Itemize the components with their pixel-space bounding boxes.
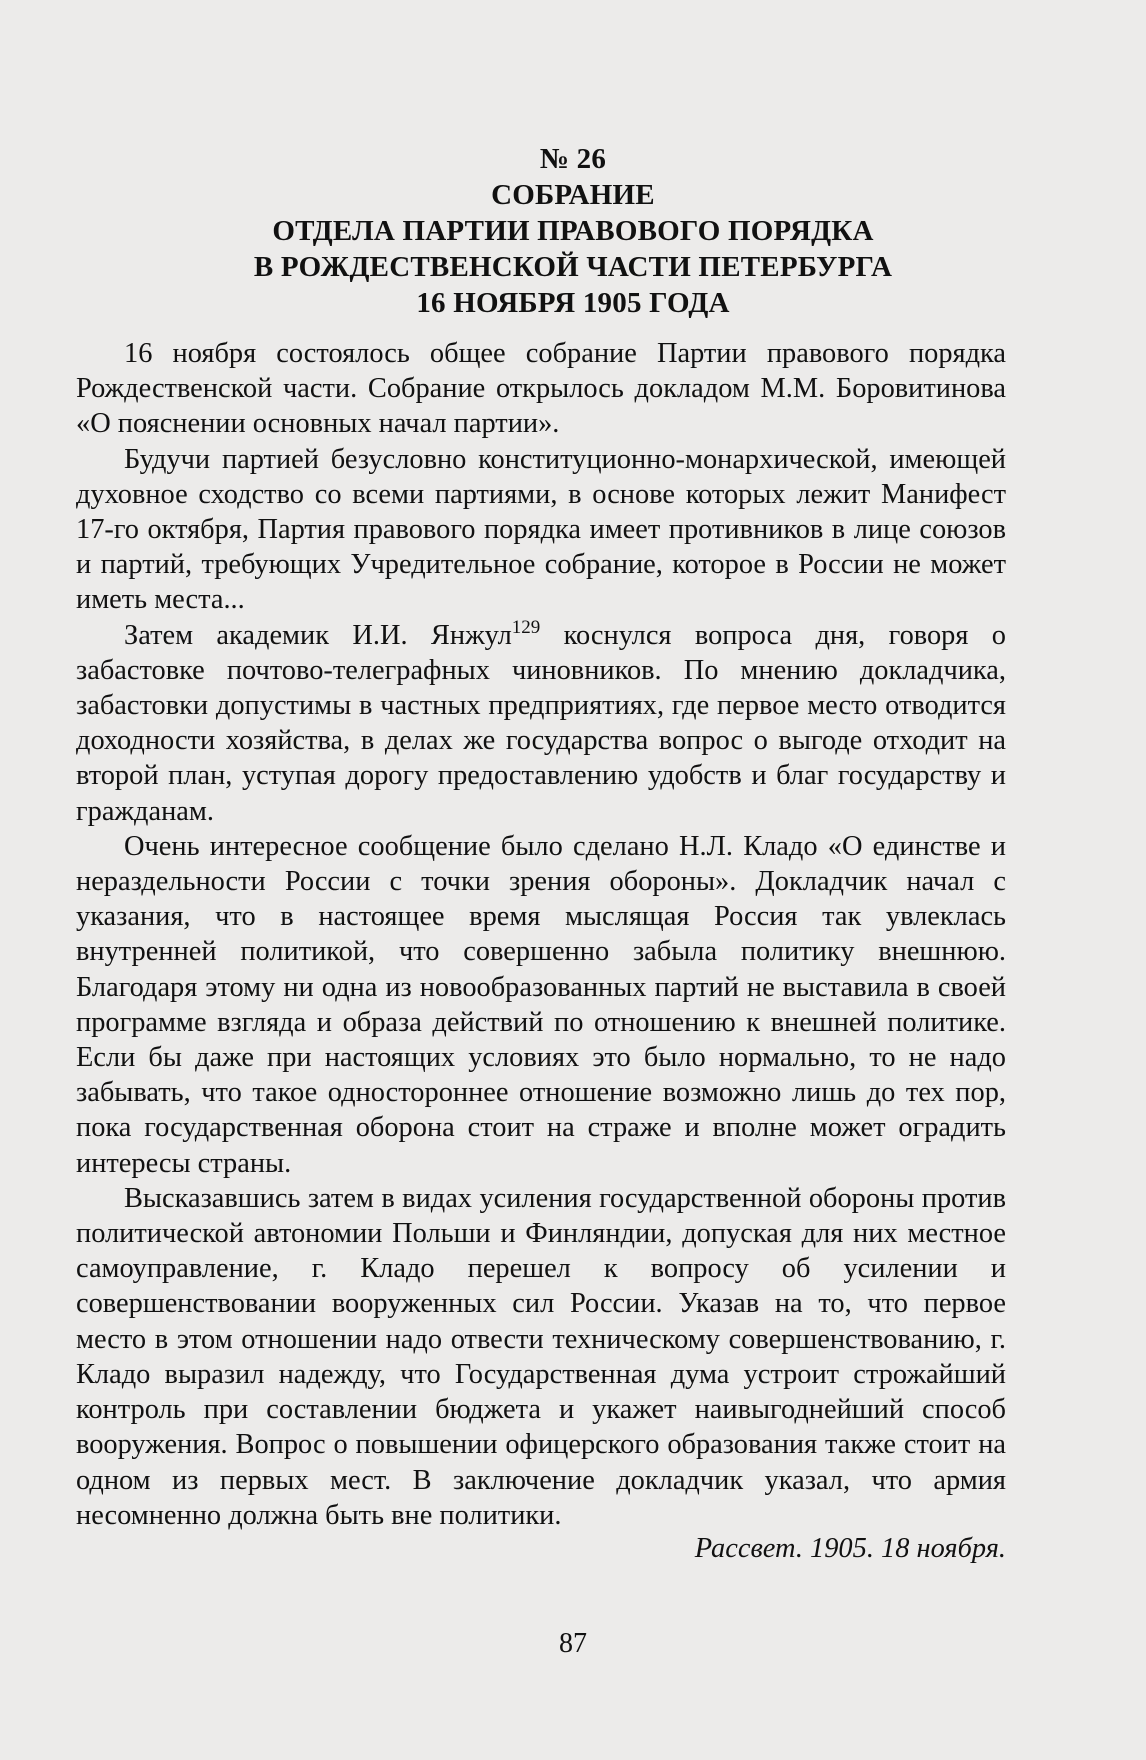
paragraph: 16 ноября состоялось общее собрание Партии правового порядка Рождественской части. Собрание открылось докладом М.М. Боровитинова «О пояснении основных начал партии». [76,338,1006,440]
footnote-marker: 129 [511,616,541,638]
document-body [76,336,1006,1533]
paragraph [76,618,1006,829]
paragraph-text: Затем академик И.И. Янжул [124,619,512,651]
title-line-4: 16 НОЯБРЯ 1905 ГОДА [416,287,730,319]
source-citation: Рассвет. 1905. 18 ноября. [694,1533,1006,1564]
page-number: 87 [559,1628,587,1659]
title-line-2: ОТДЕЛА ПАРТИИ ПРАВОВОГО ПОРЯДКА [272,215,874,247]
paragraph: Будучи партией безусловно конституционно-монархической, имеющей духовное сходство со всеми партиями, в основе которых лежит Манифест 17-го октября, Партия правового порядка имеет противников в лице союзов и партий, требующих Учредительное собрание, которое в России не может иметь места... [76,443,1006,616]
document-number: № 26 [539,143,607,175]
document-heading [0,141,1146,321]
title-line-1: СОБРАНИЕ [491,179,655,211]
paragraph-text: коснулся вопроса дня, говоря о забастовке почтово-телеграфных чиновников. По мнению докладчика, забастовки допустимы в частных предприятиях, где первое место отводится доходности хозяйства, в делах же государства вопрос о выгоде отходит на второй план, уступая дорогу предоставлению удобств и благ государству и гражданам. [76,619,1006,827]
title-line-3: В РОЖДЕСТВЕНСКОЙ ЧАСТИ ПЕТЕРБУРГА [253,251,893,283]
paragraph: Очень интересное сообщение было сделано Н.Л. Кладо «О единстве и нераздельности России с точки зрения обороны». Докладчик начал с указания, что в настоящее время мыслящая Россия так увлеклась внутренней политикой, что совершенно забыла политику внешнюю. Благодаря этому ни одна из новообразованных партий не выставила в своей программе взгляда и образа действий по отношению к внешней политике. Если бы даже при настоящих условиях это было нормально, то не надо забывать, что такое одностороннее отношение возможно лишь до тех пор, пока государственная оборона стоит на страже и вполне может оградить интересы страны. [76,830,1006,1179]
paragraph: Высказавшись затем в видах усиления государственной обороны против политической автономии Польши и Финляндии, допуская для них местное самоуправление, г. Кладо перешел к вопросу об усилении и совершенствовании вооруженных сил России. Указав на то, что первое место в этом отношении надо отвести техническому совершенствованию, г. Кладо выразил надежду, что Государственная дума устроит строжайший контроль при составлении бюджета и укажет наивыгоднейший способ вооружения. Вопрос о повышении офицерского образования также стоит на одном из первых мест. В заключение докладчик указал, что армия несомненно должна быть вне политики. [76,1182,1006,1531]
